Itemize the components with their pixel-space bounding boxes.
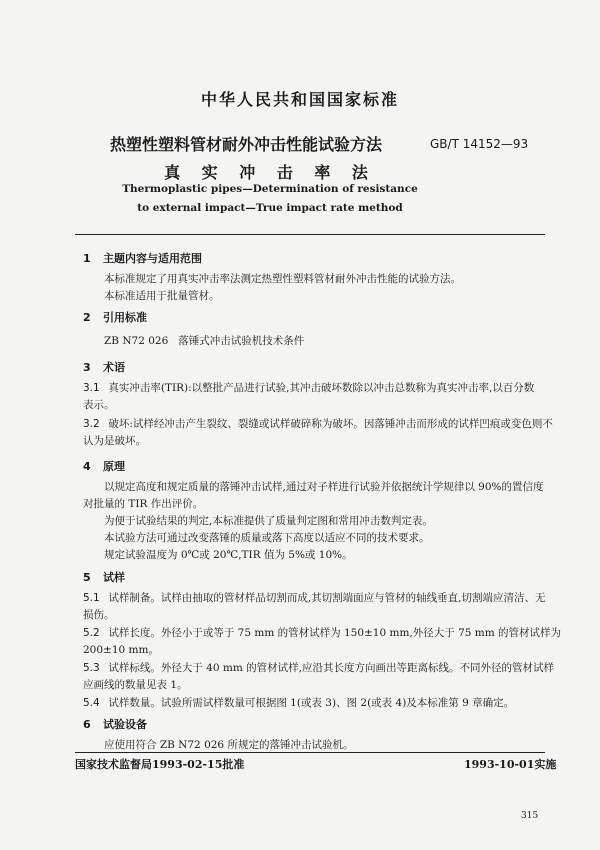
section-number: 3 bbox=[83, 361, 91, 374]
clause-text: 破坏:试样经冲击产生裂纹、裂缝或试样破碎称为破坏。因落锤冲击而形成的试样凹痕或变色则不 bbox=[108, 418, 553, 430]
clause-number: 3.2 bbox=[83, 418, 100, 430]
section-3-heading bbox=[83, 359, 125, 375]
clause-text: 试样长度。外径小于或等于 75 mm 的管材试样为 150±10 mm,外径大于 75 mm 的管材试样为 bbox=[108, 627, 562, 639]
clause-number: 5.4 bbox=[83, 697, 100, 709]
reference-title: 落锤式冲击试验机技术条件 bbox=[178, 335, 305, 347]
section-4-paragraph-3: 本试验方法可通过改变落锤的质量或落下高度以适应不同的技术要求。 bbox=[104, 532, 430, 544]
section-1-paragraph-1: 本标准规定了用真实冲击率法测定热塑性塑料管材耐外冲击性能的试验方法。 bbox=[104, 273, 461, 285]
clause-3-1-continuation: 表示。 bbox=[83, 399, 115, 411]
title-english-line1: Thermoplastic pipes—Determination of resistance bbox=[122, 183, 418, 195]
header-divider bbox=[75, 234, 545, 235]
section-number: 2 bbox=[83, 311, 91, 324]
section-6-paragraph-1: 应使用符合 ZB N72 026 所规定的落锤冲击试验机。 bbox=[104, 739, 354, 751]
clause-5-2 bbox=[83, 625, 561, 640]
reference-code: ZB N72 026 bbox=[104, 335, 169, 347]
section-number: 4 bbox=[83, 460, 91, 473]
clause-5-3-continuation: 应画线的数量见表 1。 bbox=[83, 679, 188, 691]
footer-divider bbox=[75, 752, 545, 753]
title-chinese: 热塑性塑料管材耐外冲击性能试验方法 bbox=[110, 135, 383, 154]
clause-3-2 bbox=[83, 416, 553, 431]
section-title: 术语 bbox=[103, 361, 125, 374]
subtitle-chinese: 真 实 冲 击 率 法 bbox=[164, 163, 376, 182]
approval-line: 国家技术监督局1993-02-15批准 bbox=[75, 758, 245, 771]
clause-number: 5.3 bbox=[83, 662, 100, 674]
section-4-paragraph-4: 规定试验温度为 0℃或 20℃,TIR 值为 5%或 10%。 bbox=[104, 549, 353, 561]
clause-text: 试样制备。试样由抽取的管材样品切割而成,其切割端面应与管材的轴线垂直,切割端应清洁、无 bbox=[108, 592, 546, 604]
section-5-heading bbox=[83, 569, 125, 585]
section-6-heading bbox=[83, 716, 147, 732]
section-title: 试验设备 bbox=[103, 718, 147, 731]
standard-number: GB/T 14152—93 bbox=[430, 137, 529, 151]
national-standard-heading: 中华人民共和国国家标准 bbox=[200, 90, 399, 109]
clause-5-4 bbox=[83, 695, 514, 710]
title-english-line2: to external impact—True impact rate method bbox=[137, 202, 403, 214]
section-title: 主题内容与适用范围 bbox=[103, 252, 202, 265]
clause-5-1-continuation: 损伤。 bbox=[83, 609, 115, 621]
section-4-paragraph-2: 为便于试验结果的判定,本标准提供了质量判定图和常用冲击数判定表。 bbox=[104, 515, 433, 527]
section-4-paragraph-1-continuation: 对批量的 TIR 作出评价。 bbox=[83, 498, 204, 510]
clause-text: 试样数量。试验所需试样数量可根据图 1(或表 3)、图 2(或表 4)及本标准第 9 章确定。 bbox=[108, 697, 515, 709]
section-title: 原理 bbox=[103, 460, 125, 473]
section-number: 1 bbox=[83, 252, 91, 265]
clause-5-2-continuation: 200±10 mm。 bbox=[83, 644, 159, 656]
clause-text: 试样标线。外径大于 40 mm 的管材试样,应沿其长度方向画出等距离标线。不同外径的管材试样 bbox=[108, 662, 554, 674]
section-2-heading bbox=[83, 309, 147, 325]
clause-3-2-continuation: 认为是破坏。 bbox=[83, 435, 146, 447]
clause-5-1 bbox=[83, 590, 546, 605]
clause-number: 5.1 bbox=[83, 592, 100, 604]
section-number: 5 bbox=[83, 571, 91, 584]
clause-number: 5.2 bbox=[83, 627, 100, 639]
implementation-line: 1993-10-01实施 bbox=[464, 758, 557, 771]
clause-5-3 bbox=[83, 660, 554, 675]
page-number: 315 bbox=[521, 811, 539, 821]
section-1-heading bbox=[83, 250, 202, 266]
section-4-paragraph-1: 以规定高度和规定质量的落锤冲击试样,通过对子样进行试验并依据统计学规律以 90%的置信度 bbox=[104, 481, 544, 493]
section-4-heading bbox=[83, 458, 125, 474]
reference-standard bbox=[104, 333, 304, 348]
section-title: 试样 bbox=[103, 571, 125, 584]
clause-text: 真实冲击率(TIR):以整批产品进行试验,其冲击破坏数除以冲击总数称为真实冲击率,以百分数 bbox=[108, 382, 535, 394]
section-title: 引用标准 bbox=[103, 311, 147, 324]
clause-number: 3.1 bbox=[83, 382, 100, 394]
section-1-paragraph-2: 本标准适用于批量管材。 bbox=[104, 290, 220, 302]
section-number: 6 bbox=[83, 718, 91, 731]
clause-3-1 bbox=[83, 380, 534, 395]
